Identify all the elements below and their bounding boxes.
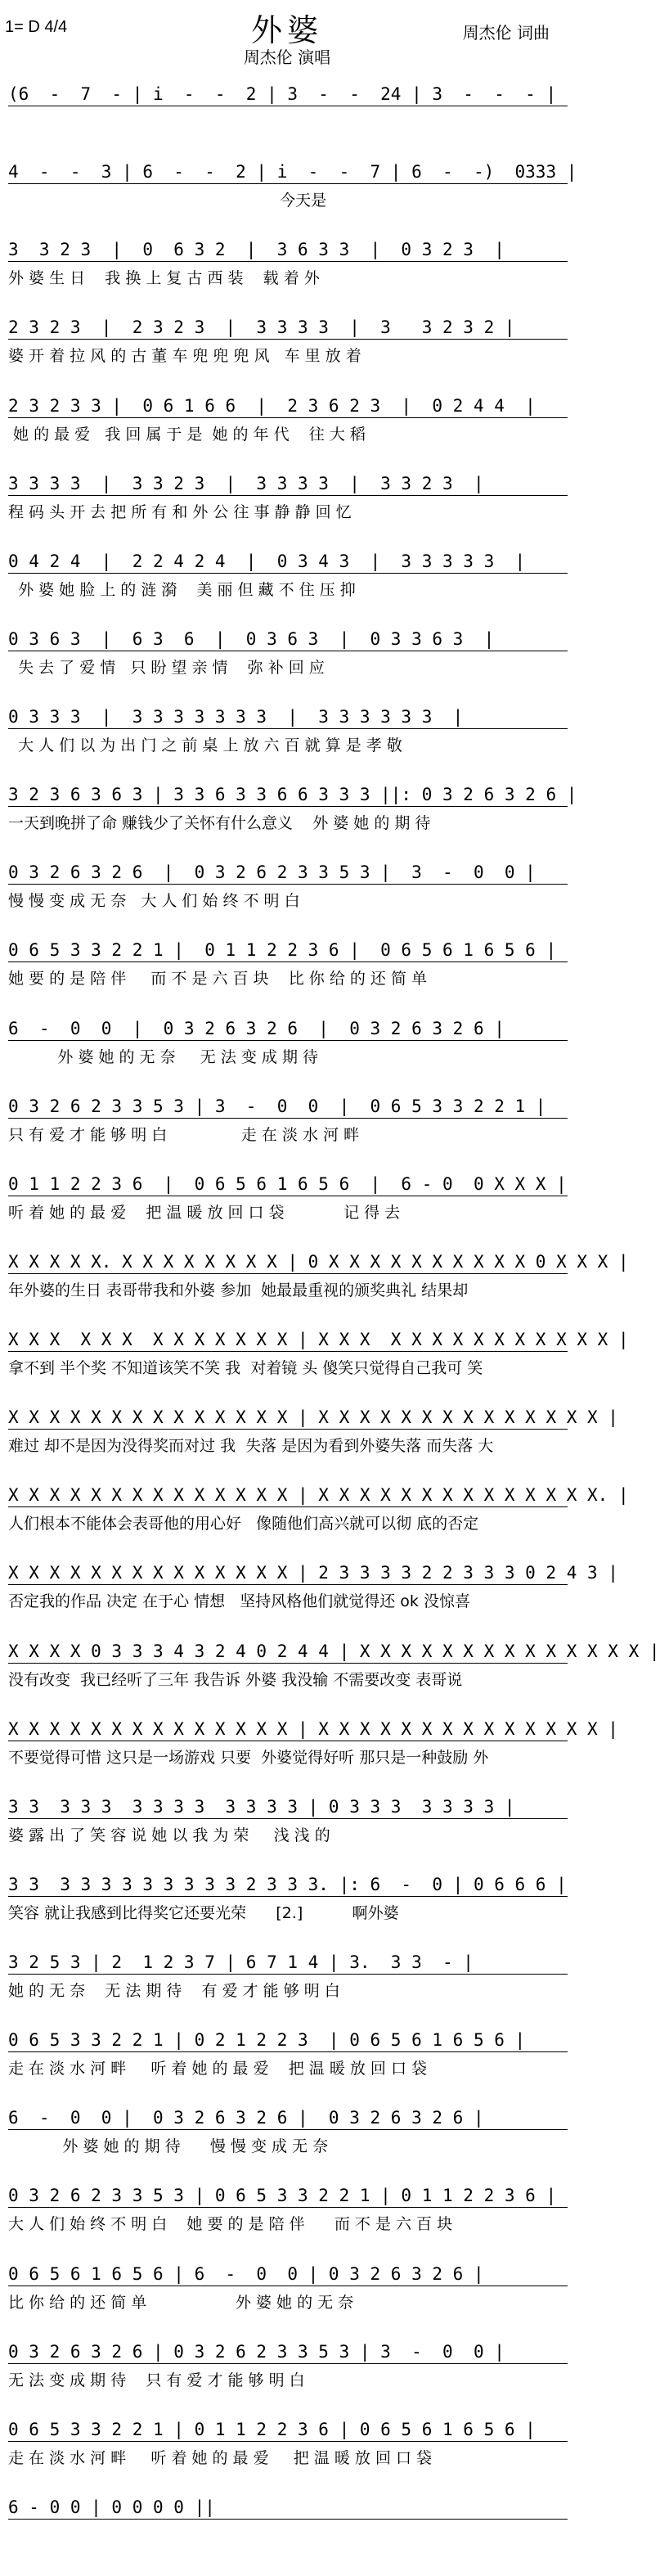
lyric-line: 比 你 给 的 还 简 单 外 婆 她 的 无 奈 xyxy=(8,2293,354,2312)
score-row xyxy=(0,2180,574,2258)
beam-underline xyxy=(8,806,568,807)
score-row xyxy=(0,79,574,156)
beam-underline xyxy=(8,2363,568,2364)
beam-underline xyxy=(8,728,568,729)
beam-underline xyxy=(8,961,568,962)
notation-line: 0 6 5 6 1 6 5 6 | 6 - 0 0 | 0 3 2 6 3 2 6 | xyxy=(8,2259,568,2290)
score-row xyxy=(0,1091,574,1169)
lyric-line: 否定我的作品 决定 在于心 情想 坚持风格他们就觉得还 ok 没惊喜 xyxy=(8,1592,470,1611)
score-row xyxy=(0,1324,629,1402)
notation-line: 0 6 5 3 3 2 2 1 | 0 1 1 2 2 3 6 | 0 6 5 6 1 6 5 6 | xyxy=(8,2414,568,2445)
lyric-line: 她 的 无 奈 无 法 期 待 有 爱 才 能 够 明 白 xyxy=(8,1982,340,2000)
beam-underline xyxy=(8,573,568,574)
notation-line: 2 3 2 3 3 | 0 6 1 6 6 | 2 3 6 2 3 | 0 2 4 4 | xyxy=(8,390,568,421)
lyric-line: 拿不到 半个奖 不知道该笑不笑 我 对着镜 头 傻笑只觉得自己我可 笑 xyxy=(8,1359,483,1377)
notation-line: 3 3 3 3 3 3 3 3 3 3 3 3 3 | 0 3 3 3 3 3 3 3 | xyxy=(8,1791,568,1822)
lyric-line: 她 的 最 爱 我 回 属 于 是 她 的 年 代 往 大 稻 xyxy=(8,425,366,444)
lyric-line: 婆 露 出 了 笑 容 说 她 以 我 为 荣 浅 浅 的 xyxy=(8,1826,330,1844)
song-title: 外婆 xyxy=(250,12,323,48)
lyric-line: 外 婆 她 的 无 奈 无 法 变 成 期 待 xyxy=(8,1047,318,1066)
beam-underline xyxy=(8,1040,568,1041)
beam-underline xyxy=(8,1974,568,1975)
beam-underline xyxy=(8,1584,568,1585)
lyric-line: 今天是 xyxy=(8,191,327,210)
score-row xyxy=(0,234,574,312)
notation-line: 3 3 3 3 | 3 3 2 3 | 3 3 3 3 | 3 3 2 3 | xyxy=(8,468,568,499)
notation-line: 0 3 2 6 3 2 6 | 0 3 2 6 2 3 3 5 3 | 3 - 0 0 | xyxy=(8,857,568,888)
beam-underline xyxy=(8,1896,568,1897)
notation-line: 3 2 5 3 | 2 1 2 3 7 | 6 7 1 4 | 3. 3 3 - | xyxy=(8,1947,568,1978)
score-row xyxy=(0,1791,574,1869)
score-row xyxy=(0,2259,574,2336)
notation-line: 0 3 3 3 | 3 3 3 3 3 3 3 | 3 3 3 3 3 3 | xyxy=(8,701,568,732)
score-row xyxy=(0,934,574,1012)
notation-line: 0 6 5 3 3 2 2 1 | 0 1 1 2 2 3 6 | 0 6 5 6 1 6 5 6 | xyxy=(8,934,568,966)
notation-line: 2 3 2 3 | 2 3 2 3 | 3 3 3 3 | 3 3 2 3 2 | xyxy=(8,312,568,343)
score-row xyxy=(0,1479,629,1557)
score-row xyxy=(0,312,574,390)
lyric-line: 人们根本不能体会表哥他的用心好 像随他们高兴就可以彻 底的否定 xyxy=(8,1515,479,1533)
notation-line: X X X X X. X X X X X X X X | 0 X X X X X X X X X X 0 X X X | xyxy=(8,1246,568,1277)
score-row xyxy=(0,468,574,546)
score-row xyxy=(0,857,574,934)
notation-line: 3 3 3 3 3 3 3 3 3 3 3 2 3 3 3. |: 6 - 0 | 0 6 6 6 | xyxy=(8,1869,568,1900)
beam-underline xyxy=(8,2207,568,2208)
beam-underline xyxy=(8,1351,568,1352)
lyric-line xyxy=(8,111,568,134)
beam-underline xyxy=(8,495,568,496)
score-row xyxy=(0,2492,574,2569)
score-row xyxy=(0,2102,574,2180)
beam-underline xyxy=(8,884,568,885)
beam-underline xyxy=(8,1118,568,1119)
score-row xyxy=(0,2414,574,2492)
beam-underline xyxy=(8,1506,568,1507)
beam-underline xyxy=(8,2129,568,2130)
beam-underline xyxy=(8,2441,568,2442)
lyric-line: 婆 开 着 拉 风 的 古 董 车 兜 兜 兜 风 车 里 放 着 xyxy=(8,347,361,366)
notation-line: X X X X X X X X X X X X X X | X X X X X X X X X X X X X X | xyxy=(8,1402,568,1433)
notation-line: X X X X X X X X X X X X X X | X X X X X X X X X X X X X X. | xyxy=(8,1479,568,1511)
lyric-line: 失 去 了 爱 情 只 盼 望 亲 情 弥 补 回 应 xyxy=(8,658,325,677)
lyric-line: 外 婆 她 的 期 待 慢 慢 变 成 无 奈 xyxy=(8,2137,329,2156)
lyric-line: 走 在 淡 水 河 畔 听 着 她 的 最 爱 把 温 暖 放 回 口 袋 xyxy=(8,2060,427,2078)
lyric-line: 外 婆 生 日 我 换 上 复 古 西 装 载 着 外 xyxy=(8,269,320,288)
beam-underline xyxy=(8,1663,568,1664)
notation-line: 6 - 0 0 | 0 3 2 6 3 2 6 | 0 3 2 6 3 2 6 | xyxy=(8,1013,568,1044)
score-row xyxy=(0,546,574,624)
lyric-line: 大 人 们 以 为 出 门 之 前 桌 上 放 六 百 就 算 是 孝 敬 xyxy=(8,736,402,754)
singer: 周杰伦 演唱 xyxy=(243,47,331,67)
notation-line: 0 3 2 6 3 2 6 | 0 3 2 6 2 3 3 5 3 | 3 - 0 0 | xyxy=(8,2336,568,2367)
score-row xyxy=(0,156,577,234)
lyric-line: 只 有 爱 才 能 够 明 白 走 在 淡 水 河 畔 xyxy=(8,1125,360,1144)
score-row xyxy=(0,779,577,857)
beam-underline xyxy=(8,417,568,418)
score-row xyxy=(0,2336,574,2414)
score-row xyxy=(0,1169,574,1246)
notation-line: 0 3 6 3 | 6 3 6 | 0 3 6 3 | 0 3 3 6 3 | xyxy=(8,624,568,655)
beam-underline xyxy=(8,1818,568,1819)
beam-underline xyxy=(8,261,568,262)
lyric-line: 不要觉得可惜 这只是一场游戏 只要 外婆觉得好听 那只是一种鼓励 外 xyxy=(8,1748,489,1767)
notation-line: X X X X 0 3 3 3 4 3 2 4 0 2 4 4 | X X X X X X X X X X X X X X | xyxy=(8,1636,568,1667)
notation-line: X X X X X X X X X X X X X X | 2 3 3 3 3 2 2 3 3 3 0 2 4 3 | xyxy=(8,1557,568,1588)
notation-line: 3 2 3 6 3 6 3 | 3 3 6 3 3 6 6 3 3 3 ||: 0 3 2 6 3 2 6 | xyxy=(8,779,568,810)
score-row xyxy=(0,390,574,468)
score-row xyxy=(0,1714,618,1791)
lyric-line: 大 人 们 始 终 不 明 白 她 要 的 是 陪 伴 而 不 是 六 百 块 xyxy=(8,2215,453,2234)
lyric-line: 没有改变 我已经听了三年 我告诉 外婆 我没输 不需要改变 表哥说 xyxy=(8,1670,463,1689)
beam-underline xyxy=(8,1429,568,1430)
lyric-line: 难过 却不是因为没得奖而对过 我 失落 是因为看到外婆失落 而失落 大 xyxy=(8,1437,494,1456)
lyric-line: 慢 慢 变 成 无 奈 大 人 们 始 终 不 明 白 xyxy=(8,892,300,911)
score-row xyxy=(0,2024,574,2102)
score-row xyxy=(0,1869,574,1947)
lyric-line: 她 要 的 是 陪 伴 而 不 是 六 百 块 比 你 给 的 还 简 单 xyxy=(8,970,427,989)
lyric-line: 外 婆 她 脸 上 的 涟 漪 美 丽 但 藏 不 住 压 抑 xyxy=(8,580,356,599)
lyric-line: 无 法 变 成 期 待 只 有 爱 才 能 够 明 白 xyxy=(8,2371,305,2389)
beam-underline xyxy=(8,2051,568,2052)
lyric-line: 程 码 头 开 去 把 所 有 和 外 公 往 事 静 静 回 忆 xyxy=(8,502,352,521)
notation-line: 0 1 1 2 2 3 6 | 0 6 5 6 1 6 5 6 | 6 - 0 0 X X X | xyxy=(8,1169,568,1200)
score-row xyxy=(0,1013,574,1091)
score-row xyxy=(0,624,574,701)
notation-line: 4 - - 3 | 6 - - 2 | i - - 7 | 6 - -) 0333 | xyxy=(8,156,568,187)
notation-line: 0 4 2 4 | 2 2 4 2 4 | 0 3 4 3 | 3 3 3 3 3 | xyxy=(8,546,568,577)
beam-underline xyxy=(8,2519,568,2520)
score-row xyxy=(0,1557,618,1635)
notation-line: X X X X X X X X X X X X X X | X X X X X X X X X X X X X X | xyxy=(8,1714,568,1745)
lyric-line: 走 在 淡 水 河 畔 听 着 她 的 最 爱 把 温 暖 放 回 口 袋 xyxy=(8,2448,433,2467)
notation-line: X X X X X X X X X X X X X | X X X X X X X X X X X X X X | xyxy=(8,1324,568,1355)
notation-line: 0 6 5 3 3 2 2 1 | 0 2 1 2 2 3 | 0 6 5 6 1 6 5 6 | xyxy=(8,2024,568,2056)
score-row xyxy=(0,1246,629,1324)
notation-line: 6 - 0 0 | 0 3 2 6 3 2 6 | 0 3 2 6 3 2 6 | xyxy=(8,2102,568,2133)
score-row xyxy=(0,1947,574,2024)
notation-line: 0 3 2 6 2 3 3 5 3 | 3 - 0 0 | 0 6 5 3 3 2 2 1 | xyxy=(8,1091,568,1122)
notation-line: 6 - 0 0 | 0 0 0 0 || xyxy=(8,2492,568,2523)
score-row xyxy=(0,1402,618,1479)
beam-underline xyxy=(8,1273,568,1274)
lyric-line: 笑容 就让我感到比得奖它还要光荣 [2.] 啊外婆 xyxy=(8,1903,399,1922)
key-signature: 1= D 4/4 xyxy=(5,18,68,36)
beam-underline xyxy=(8,339,568,340)
lyric-line: 一天到晚拼了命 赚钱少了关怀有什么意义 外 婆 她 的 期 待 xyxy=(8,814,431,833)
notation-line: 3 3 2 3 | 0 6 3 2 | 3 6 3 3 | 0 3 2 3 | xyxy=(8,234,568,265)
notation-line: 0 3 2 6 2 3 3 5 3 | 0 6 5 3 3 2 2 1 | 0 1 1 2 2 3 6 | xyxy=(8,2180,568,2211)
lyric-line xyxy=(8,2524,568,2547)
notation-line: (6 - 7 - | i - - 2 | 3 - - 24 | 3 - - - | xyxy=(8,79,568,110)
credits: 周杰伦 词曲 xyxy=(462,23,550,43)
score-row xyxy=(0,701,574,779)
lyric-line: 听 着 她 的 最 爱 把 温 暖 放 回 口 袋 记 得 去 xyxy=(8,1203,401,1222)
beam-underline xyxy=(8,183,568,184)
lyric-line: 年外婆的生日 表哥带我和外婆 参加 她最最重视的颁奖典礼 结果却 xyxy=(8,1281,469,1299)
score-row xyxy=(0,1636,660,1714)
